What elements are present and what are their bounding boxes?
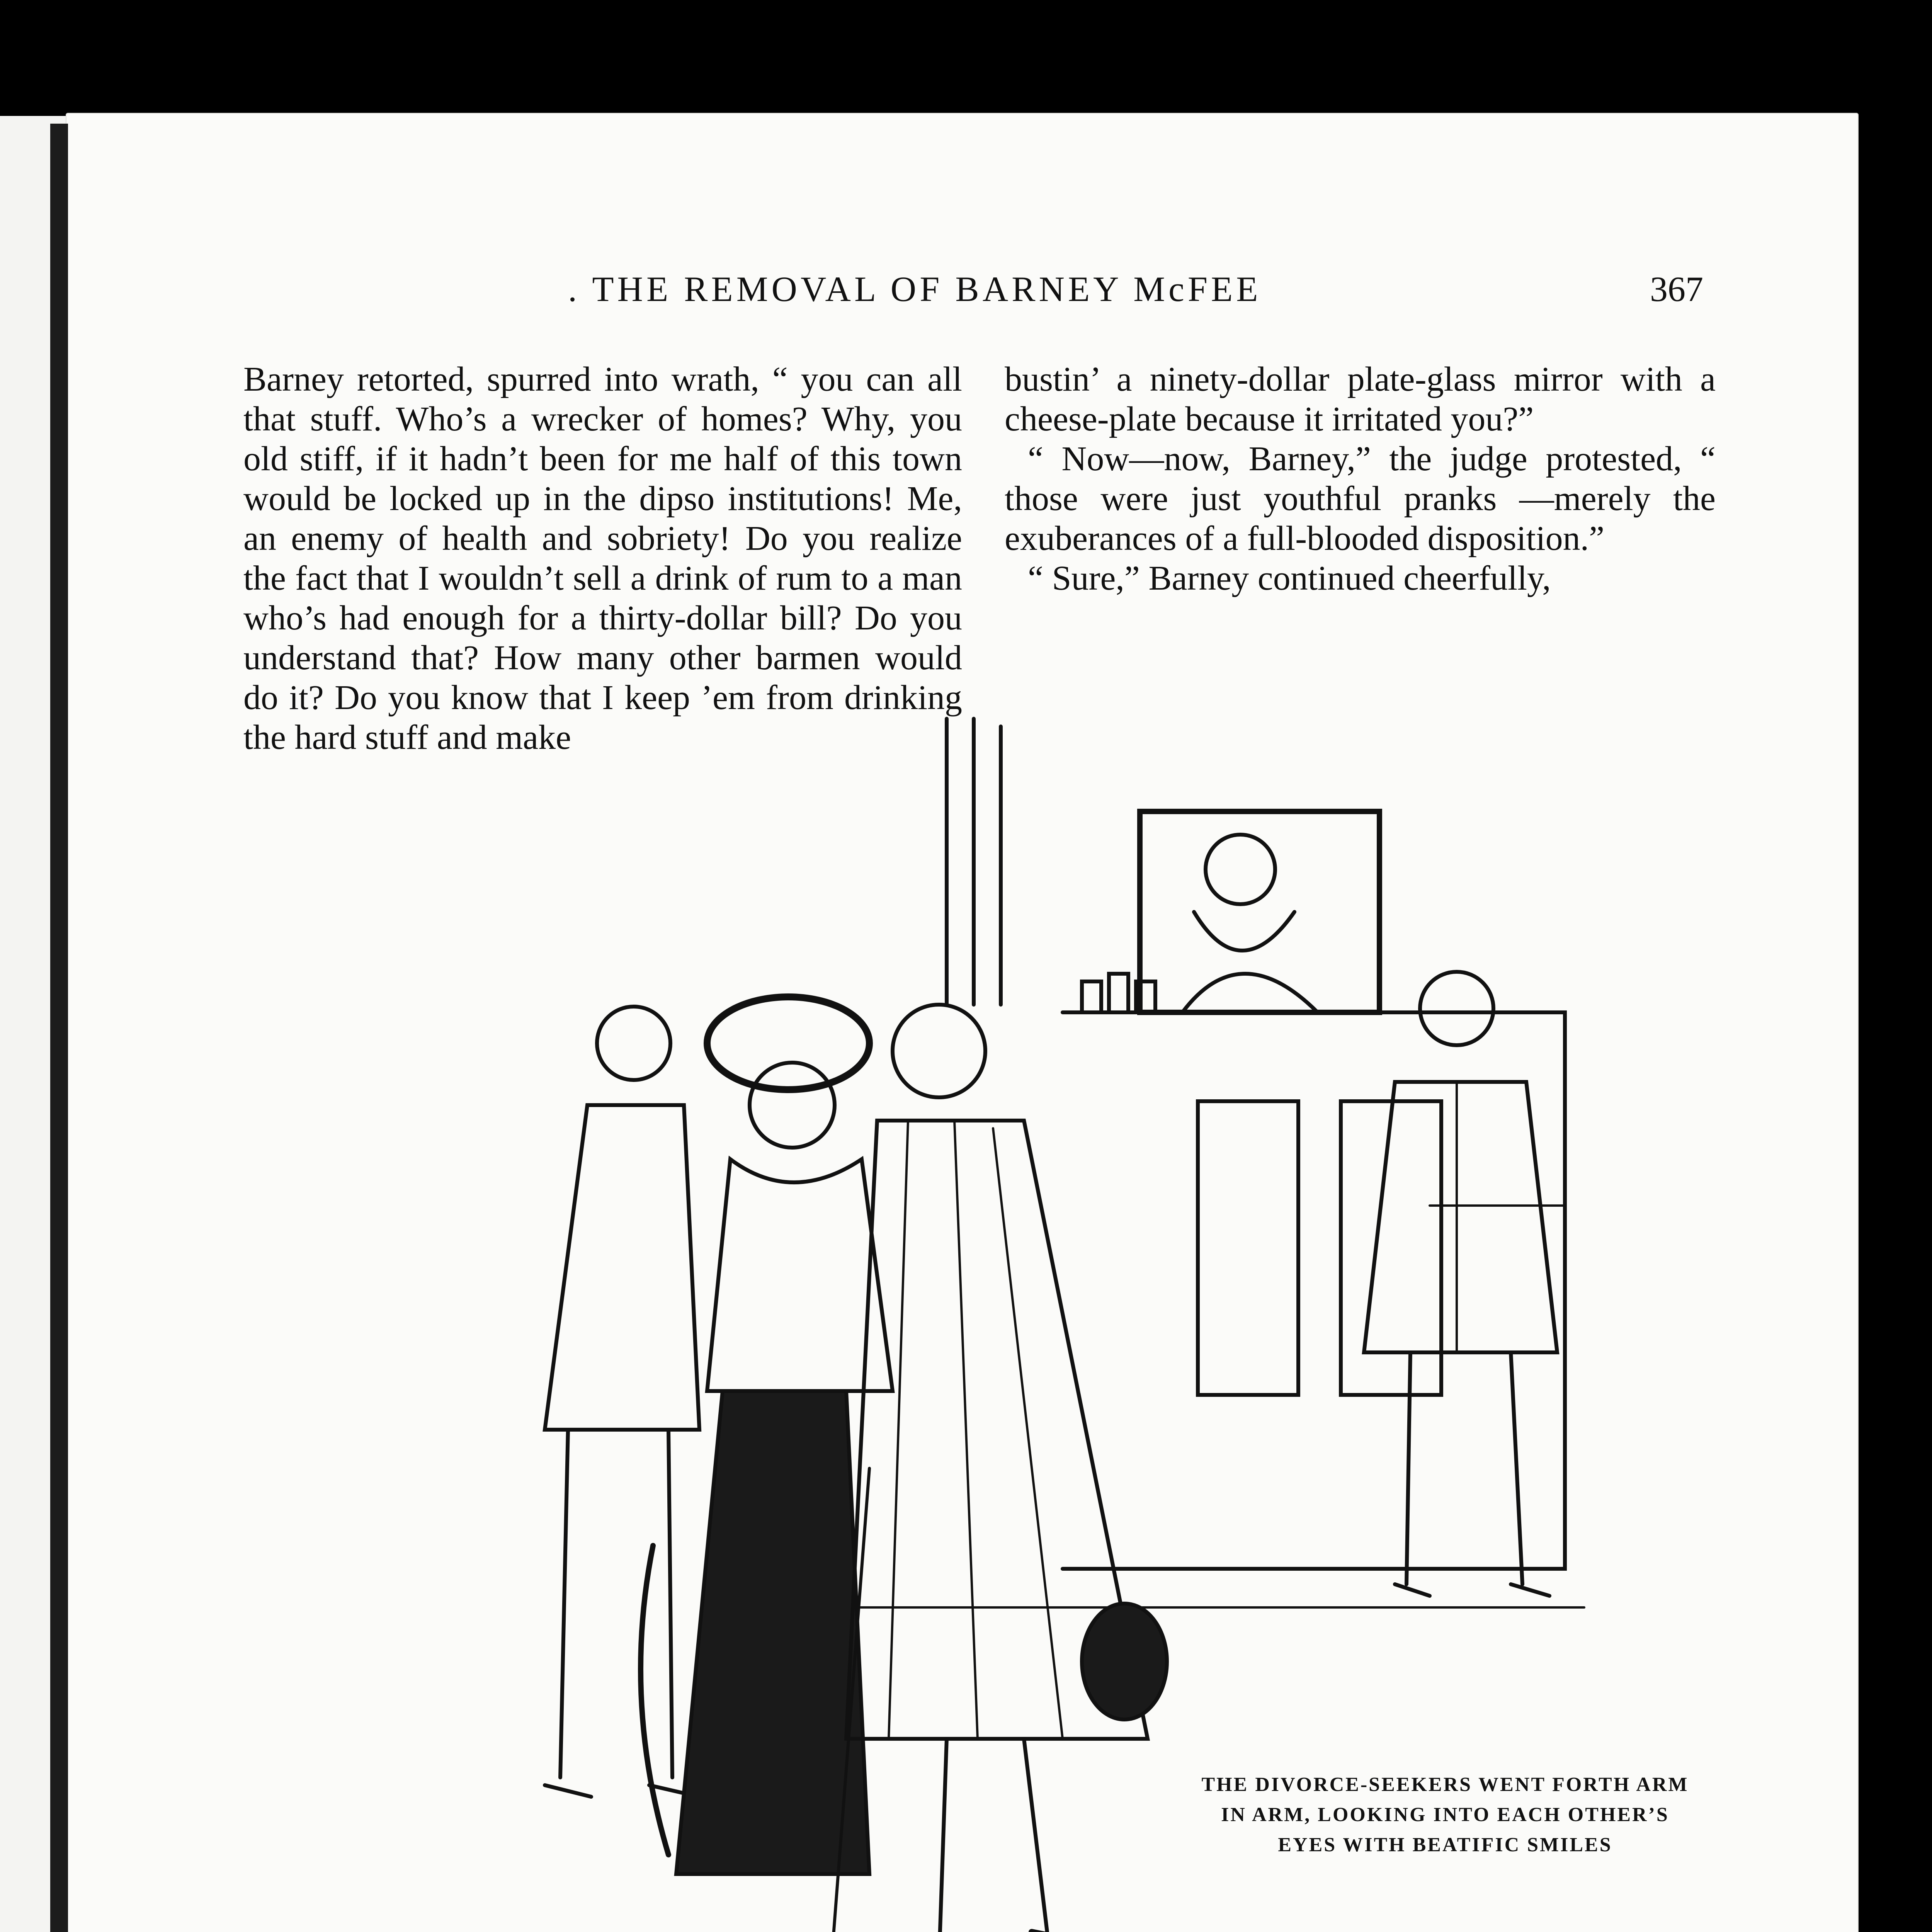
paragraph: Barney retorted, spurred into wrath, “ you can all that stuff. Who’s a wrecker of homes? Why, you old stiff, if it hadn’t been for me half of this town would be locked up in the dipso institutions! Me, an enemy of health and sobriety! Do you realize the fact that I wouldn’t sell a drink of rum to a man who’s had enough for a thirty-dollar bill? Do you understand that? How many other barmen would do it? Do you know that I keep ’em from drinking the hard stuff and make [243,360,962,757]
page-gutter-shadow [50,124,68,1932]
page-number: 367 [1650,269,1703,309]
paragraph: “ Now—now, Barney,” the judge protested, “ those were just youthful pranks —merely the exuberances of a full-blooded disposition.” [1005,440,1716,558]
courtroom-illustration [406,696,1604,1932]
column-top-right [1005,359,1716,598]
illustration-caption: THE DIVORCE-SEEKERS WENT FORTH ARM IN ARM, LOOKING INTO EACH OTHER’S EYES WITH BEATIFIC SMILES [1201,1774,1689,1856]
paragraph: “ Sure,” Barney continued cheerfully, [1028,559,1551,597]
paragraph: bustin’ a ninety-dollar plate-glass mirror with a cheese-plate because it irritated you?” [1005,360,1716,438]
running-title: . THE REMOVAL OF BARNEY McFEE [568,269,1262,309]
